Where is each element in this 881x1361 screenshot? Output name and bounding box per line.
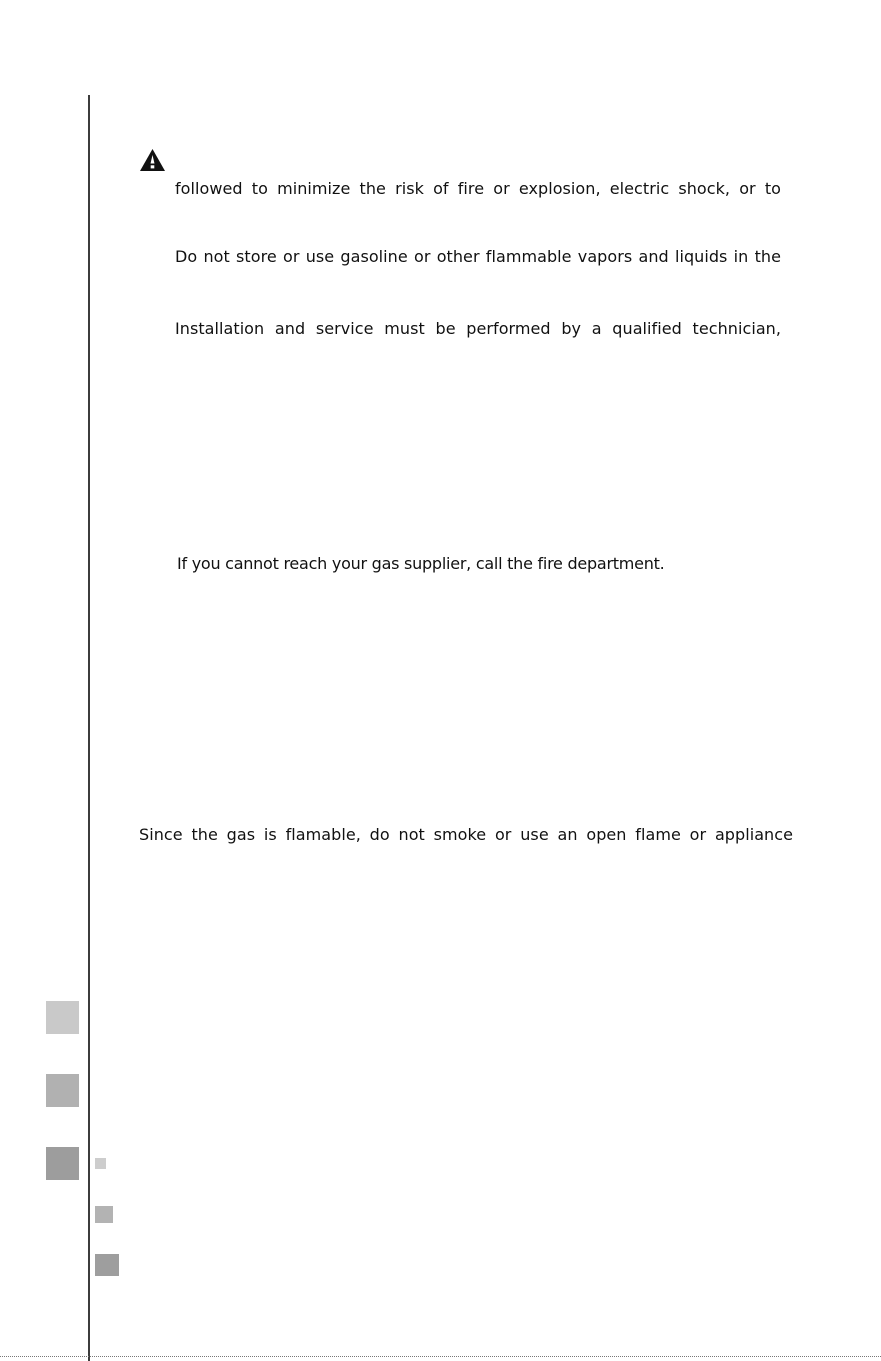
warning-text-line: followed to minimize the risk of fire or explosion, electric shock, or to bbox=[175, 179, 781, 198]
flamable-gas-line: Since the gas is flamable, do not smoke or use an open flame or appliance bbox=[139, 825, 793, 844]
gas-supplier-line: If you cannot reach your gas supplier, call the fire department. bbox=[177, 554, 665, 573]
gray-swatch-large bbox=[95, 1254, 119, 1276]
gray-swatch-medium bbox=[95, 1206, 113, 1223]
bottom-dotted-border bbox=[0, 1356, 881, 1357]
gasoline-warning-line: Do not store or use gasoline or other flammable vapors and liquids in the bbox=[175, 247, 781, 266]
section-tab-dark bbox=[46, 1147, 79, 1180]
gray-swatch-small bbox=[95, 1158, 106, 1169]
warning-triangle-icon bbox=[139, 148, 166, 172]
vertical-margin-rule bbox=[88, 95, 90, 1361]
installation-warning-line: Installation and service must be performed by a qualified technician, bbox=[175, 319, 781, 338]
section-tab-light bbox=[46, 1001, 79, 1034]
section-tab-medium bbox=[46, 1074, 79, 1107]
